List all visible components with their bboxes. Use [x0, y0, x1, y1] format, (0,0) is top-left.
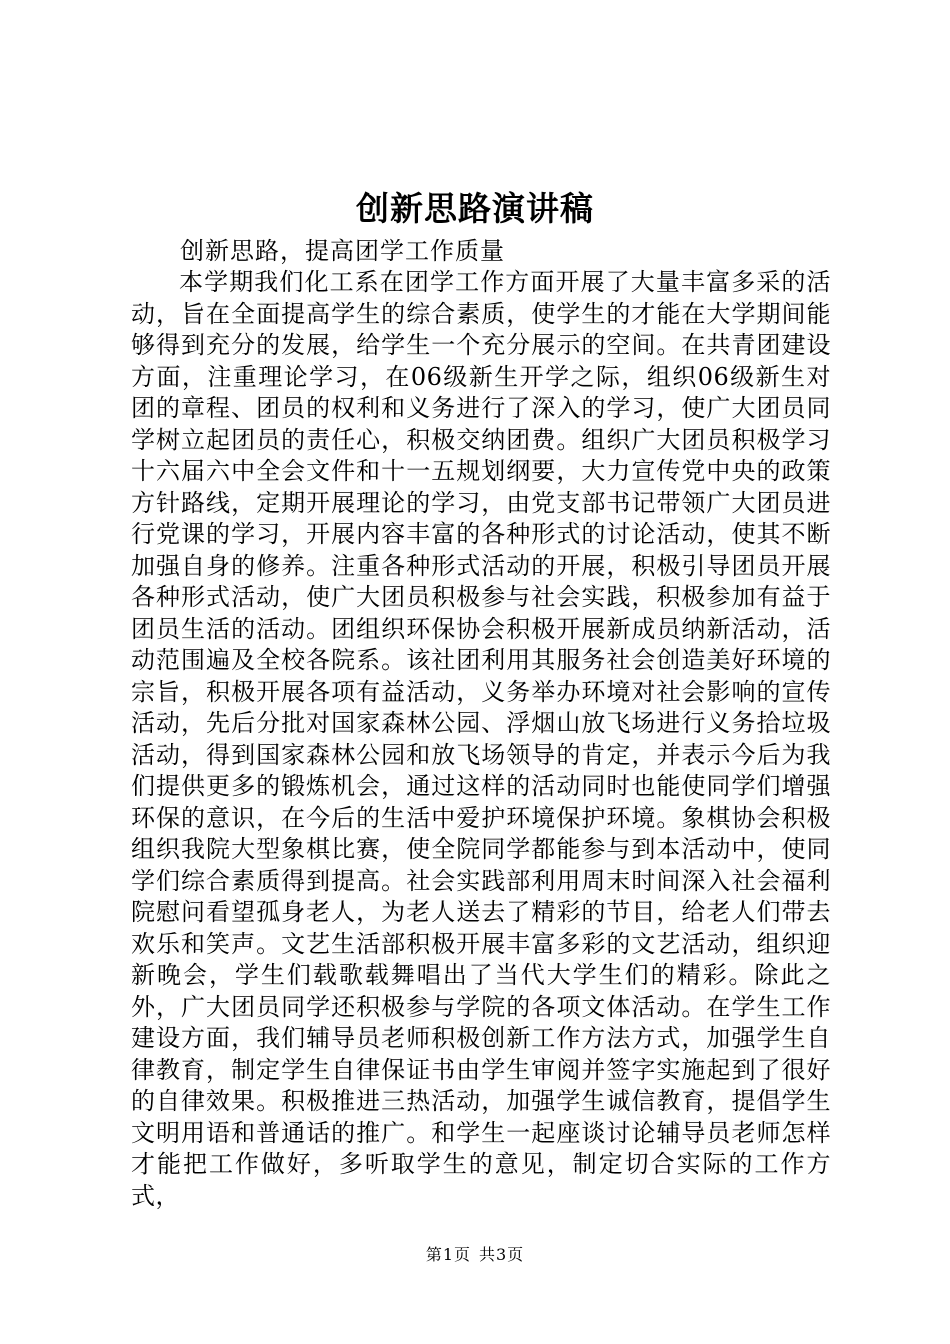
- page-footer: [0, 1244, 950, 1266]
- page-title: 创新思路演讲稿: [356, 189, 594, 228]
- body-paragraph: 本学期我们化工系在团学工作方面开展了大量丰富多采的活动，旨在全面提高学生的综合素质，使学生的才能在大学期间能够得到充分的发展，给学生一个充分展示的空间。在共青团建设方面，注重理论学习，在06级新生开学之际，组织06级新生对团的章程、团员的权利和义务进行了深入的学习，使广大团员同学树立起团员的责任心，积极交纳团费。组织广大团员积极学习十六届六中全会文件和十一五规划纲要，大力宣传党中央的政策方针路线，定期开展理论的学习，由党支部书记带领广大团员进行党课的学习，开展内容丰富的各种形式的讨论活动，使其不断加强自身的修养。注重各种形式活动的开展，积极引导团员开展各种形式活动，使广大团员积极参与社会实践，积极参加有益于团员生活的活动。团组织环保协会积极开展新成员纳新活动，活动范围遍及全校各院系。该社团利用其服务社会创造美好环境的宗旨，积极开展各项有益活动，义务举办环境对社会影响的宣传活动，先后分批对国家森林公园、浮烟山放飞场进行义务拾垃圾活动，得到国家森林公园和放飞场领导的肯定，并表示今后为我们提供更多的锻炼机会，通过这样的活动同时也能使同学们增强环保的意识，在今后的生活中爱护环境保护环境。象棋协会积极组织我院大型象棋比赛，使全院同学都能参与到本活动中，使同学们综合素质得到提高。社会实践部利用周末时间深入社会福利院慰问看望孤身老人，为老人送去了精彩的节目，给老人们带去欢乐和笑声。文艺生活部积极开展丰富多彩的文艺活动，组织迎新晚会，学生们载歌载舞唱出了当代大学生们的精彩。除此之外，广大团员同学还积极参与学院的各项文体活动。在学生工作建设方面，我们辅导员老师积极创新工作方法方式，加强学生自律教育，制定学生自律保证书由学生审阅并签字实施起到了很好的自律效果。积极推进三热活动，加强学生诚信教育，提倡学生文明用语和普通话的推广。和学生一起座谈讨论辅导员老师怎样才能把工作做好，多听取学生的意见，制定切合实际的工作方式，: [131, 268, 831, 1210]
- page-total: 共3页: [479, 1245, 525, 1264]
- page-number: 第1页: [425, 1245, 471, 1264]
- speech-subtitle: 创新思路，提高团学工作质量: [180, 237, 505, 265]
